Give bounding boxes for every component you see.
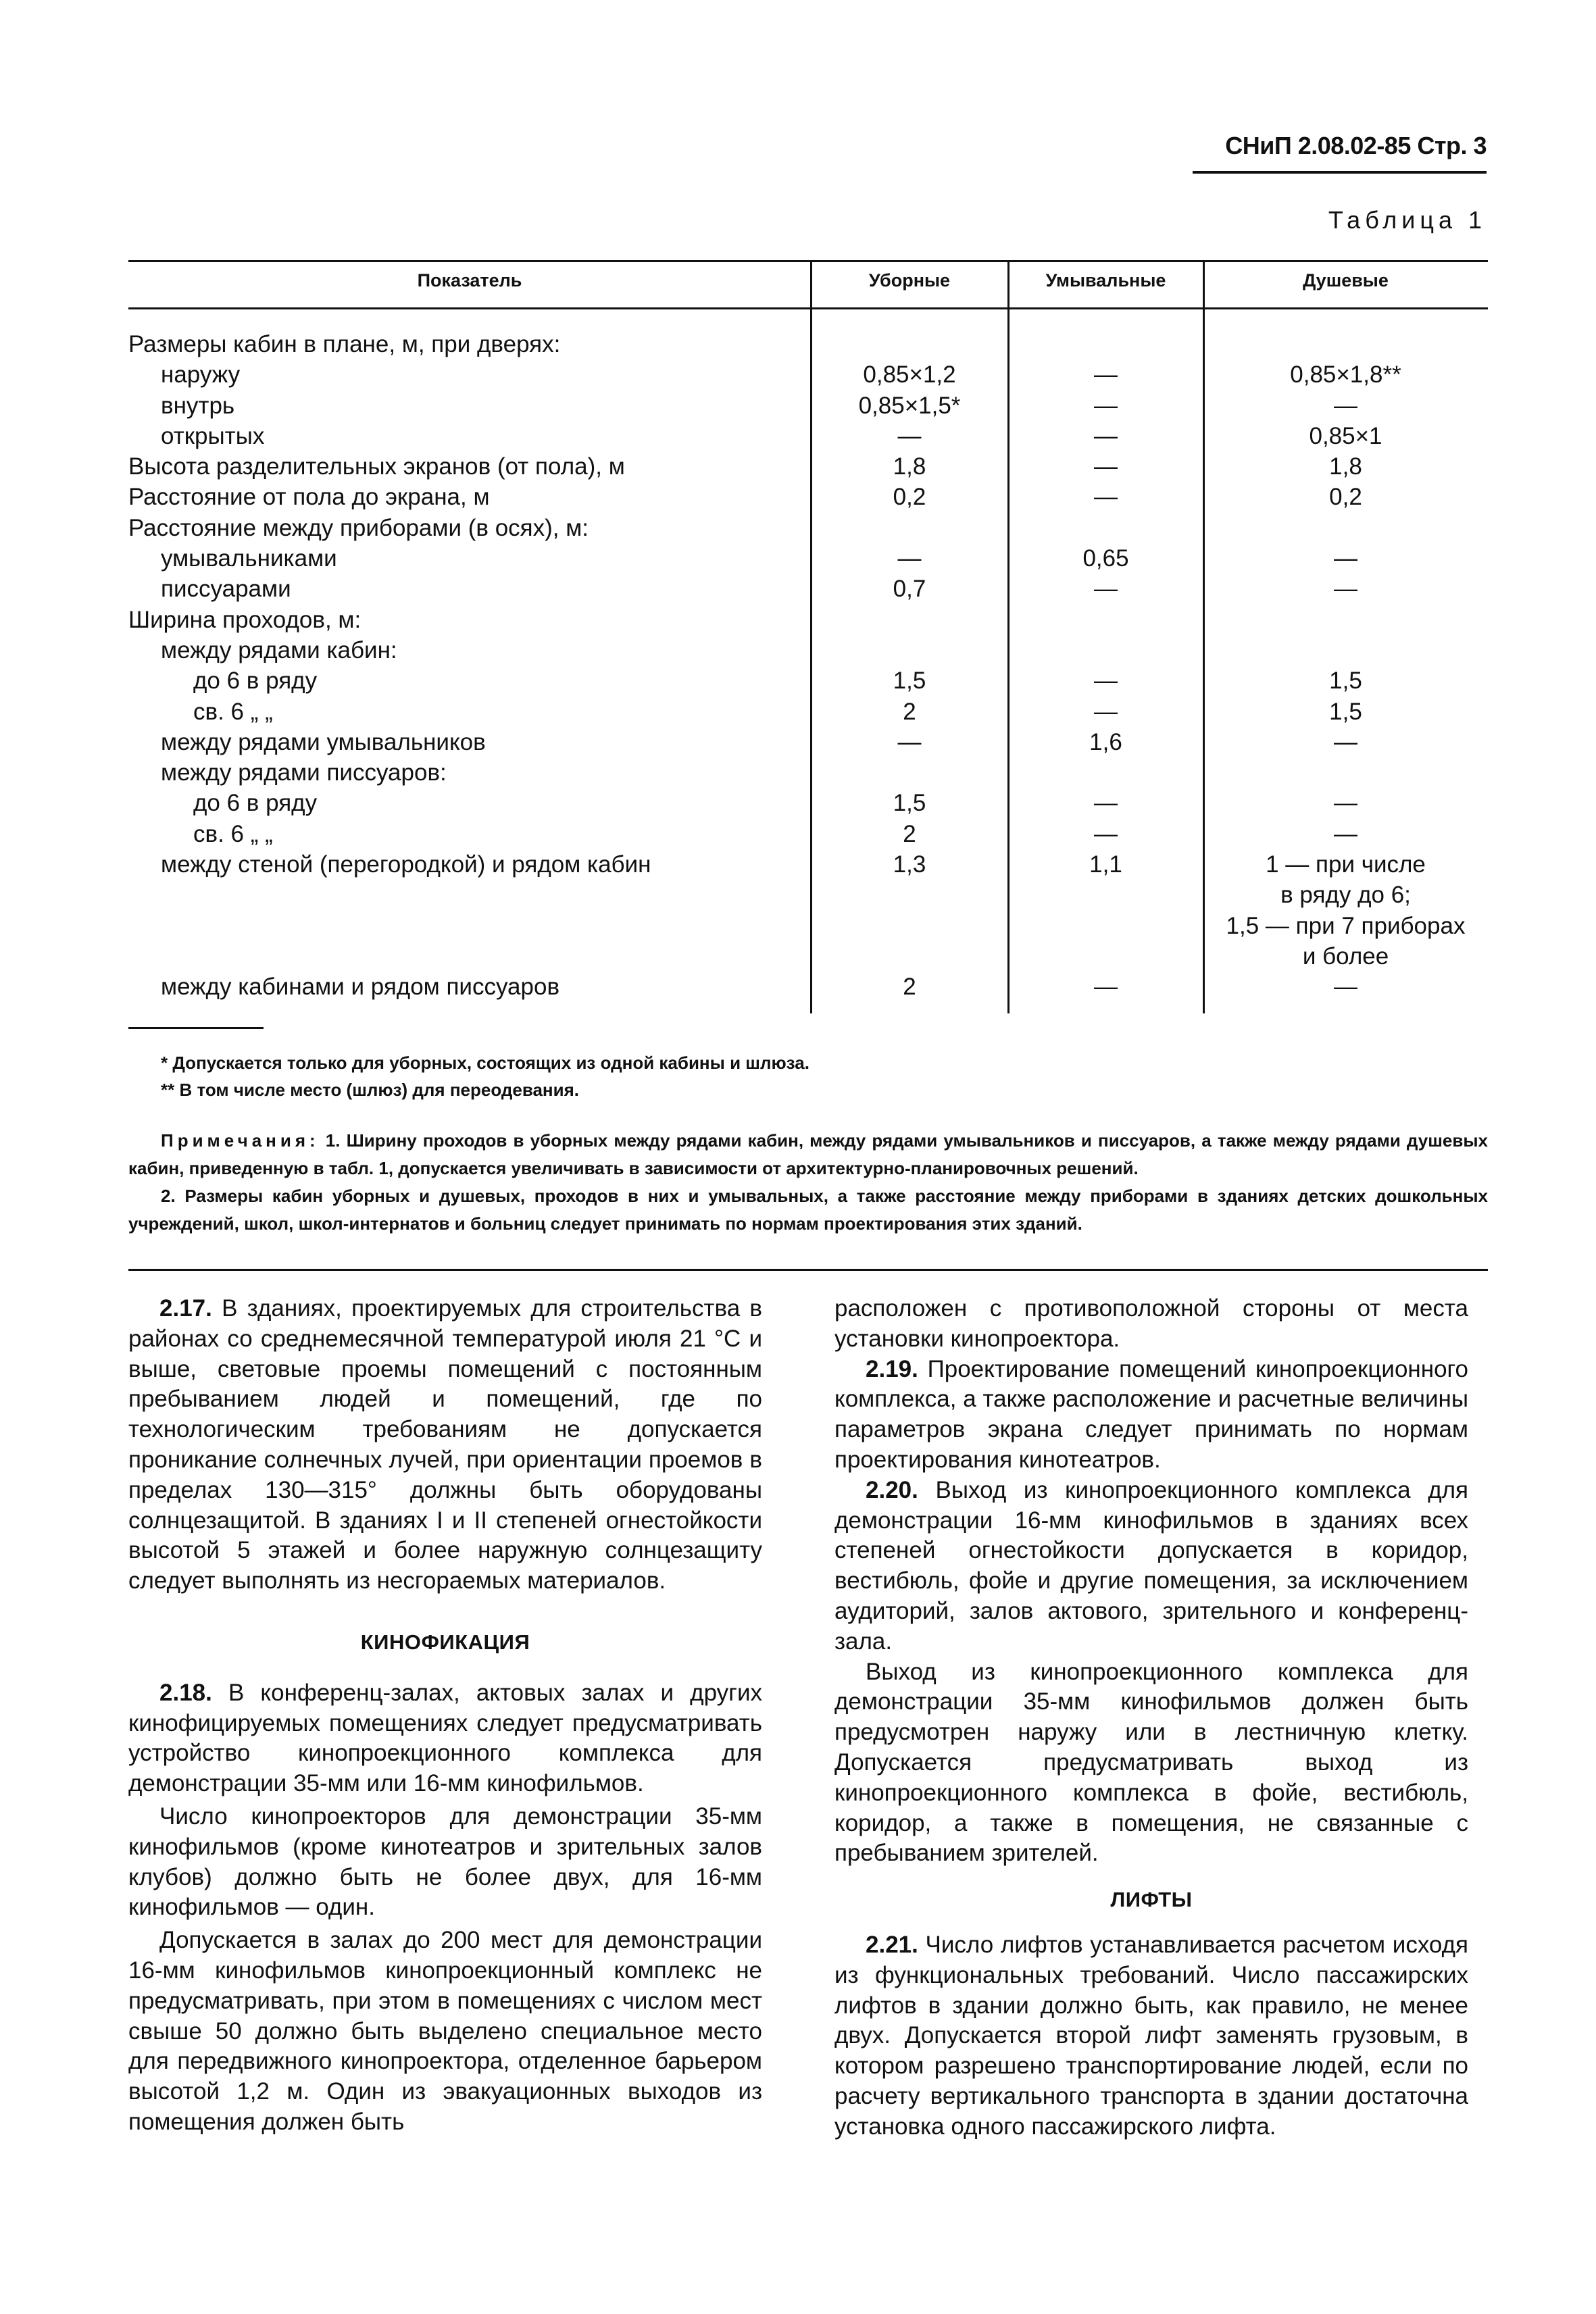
row-label: св. 6 „ „ — [193, 820, 273, 847]
row-label-cell — [128, 972, 811, 1002]
value-cell: 1,1 — [1089, 851, 1122, 878]
table-row — [128, 451, 1488, 482]
paragraph-2-17 — [128, 1294, 762, 1596]
value-cell: — — [1334, 545, 1357, 572]
table-row — [128, 819, 1488, 849]
paragraph-continuation: расположен с противоположной стороны от места установки кинопроектора. — [834, 1295, 1468, 1352]
table-row — [128, 543, 1488, 574]
row-label-cell — [128, 788, 811, 818]
row-label: до 6 в ряду — [193, 790, 318, 817]
table-row — [128, 972, 1488, 1002]
row-label: открытых — [161, 422, 265, 449]
value-cell: 1,5 — [1329, 698, 1362, 725]
row-label: Расстояние между приборами (в осях), м: — [128, 514, 589, 541]
value-cell: — — [1094, 790, 1118, 817]
row-label-cell — [128, 665, 811, 696]
value-cell: — — [1094, 361, 1118, 388]
value-cell — [1008, 605, 1203, 635]
row-label-cell — [128, 605, 811, 635]
row-label-cell — [128, 635, 811, 665]
right-column — [834, 1294, 1468, 2142]
row-label: внутрь — [161, 392, 235, 419]
value-cell — [1203, 635, 1488, 665]
row-label-cell — [128, 451, 811, 482]
paragraph-text: Проектирование помещений кинопроекционного комплекса, а также расположение и расчетные величины параметров экрана следует принимать по нормам проектирования кинотеатров. — [834, 1355, 1468, 1473]
value-cell: — — [1094, 668, 1118, 695]
value-cell: 0,85×1,2 — [863, 361, 956, 388]
row-label-cell — [128, 421, 811, 451]
value-cell: 2 — [903, 698, 916, 725]
clause-number: 2.17. — [159, 1295, 212, 1322]
table-header-showers: Душевые — [1303, 270, 1389, 291]
value-cell: — — [1334, 576, 1357, 603]
paragraph-2-18-b: Число кинопроекторов для демонстрации 35-мм кинофильмов (кроме кинотеатров и зрительных залов клубов) должно быть не более двух, для 16-мм кинофильмов — один. — [128, 1803, 762, 1921]
paragraph-2-19 — [834, 1355, 1468, 1476]
table-header-rule — [128, 307, 1488, 309]
row-label: между рядами писсуаров: — [161, 759, 447, 786]
row-label-cell — [128, 697, 811, 727]
value-cell: 1,3 — [893, 851, 926, 878]
notes-lead: Примечания: — [161, 1130, 320, 1151]
value-cell — [1203, 513, 1488, 543]
value-cell: 0,85×1 — [1309, 422, 1382, 449]
value-cell — [1008, 635, 1203, 665]
note-1 — [128, 1127, 1488, 1182]
value-cell: 1,5 — [893, 790, 926, 817]
value-cell: — — [1094, 392, 1118, 419]
row-label-cell — [128, 819, 811, 849]
value-line: и более — [1302, 942, 1389, 970]
note-1-text: 1. Ширину проходов в уборных между рядами кабин, между рядами умывальников и писсуаров, а также между рядами душевых кабин, приведенную в табл. 1, допускается увеличивать в зависимости от архитектурно-планировочных решений. — [128, 1130, 1488, 1178]
table-row — [128, 697, 1488, 727]
row-label: св. 6 „ „ — [193, 698, 273, 725]
table-caption: Таблица 1 — [1328, 206, 1487, 234]
value-cell: — — [1094, 453, 1118, 480]
value-cell: 0,85×1,8** — [1290, 361, 1401, 388]
table-row — [128, 788, 1488, 818]
value-cell: 2 — [903, 820, 916, 847]
document-reference: СНиП 2.08.02-85 Стр. 3 — [1225, 132, 1487, 159]
row-label-cell — [128, 574, 811, 604]
row-label: Расстояние от пола до экрана, м — [128, 484, 490, 511]
paragraph-2-21 — [834, 1930, 1468, 2142]
note-2: 2. Размеры кабин уборных и душевых, проходов в них и умывальных, а также расстояние между приборами в зданиях детских дошкольных учреждений, школ, школ-интернатов и больниц следует принимать по нормам проектирования этих зданий. — [128, 1186, 1488, 1234]
row-label-cell — [128, 359, 811, 390]
section-heading-lifts: ЛИФТЫ — [1110, 1888, 1193, 1912]
row-label-cell — [128, 329, 811, 359]
value-cell: 2 — [903, 974, 916, 1001]
row-label-cell — [128, 849, 811, 972]
table-row — [128, 513, 1488, 543]
value-cell: — — [1334, 728, 1357, 755]
value-cell: — — [1094, 484, 1118, 511]
paragraph-text: Число лифтов устанавливается расчетом исходя из функциональных требований. Число пассажирских лифтов в здании должно быть, как правило, не менее двух. Допускается второй лифт заменять грузовым, в котором разрешено транспортирование людей, если по расчету вертикального транспорта в здании достаточна установка одного пассажирского лифта. — [834, 1931, 1468, 2140]
clause-number: 2.19. — [866, 1355, 918, 1382]
value-cell: — — [897, 422, 922, 449]
footnote-rule — [128, 1027, 264, 1029]
clause-number: 2.20. — [866, 1476, 918, 1503]
value-line: в ряду до 6; — [1280, 882, 1411, 909]
table-body — [128, 329, 1488, 1003]
value-cell — [1203, 329, 1488, 359]
paragraph-2-20-b: Выход из кинопроекционного комплекса для демонстрации 35-мм кинофильмов должен быть предусмотрен наружу или в лестничную клетку. Допускается предусматривать выход из кинопроекционного комплекса в фойе, вестибюль, коридор, а также в помещения, не связанные с пребыванием зрителей. — [834, 1658, 1468, 1867]
value-cell: — — [1334, 790, 1357, 817]
row-label: между стеной (перегородкой) и рядом кабин — [161, 851, 651, 878]
value-cell: 0,2 — [893, 484, 926, 511]
row-label: Высота разделительных экранов (от пола), м — [128, 453, 625, 480]
row-label: умывальниками — [161, 545, 337, 572]
paragraph-2-20 — [834, 1476, 1468, 1657]
row-label: между кабинами и рядом писсуаров — [161, 974, 560, 1001]
row-label: писсуарами — [161, 576, 291, 603]
paragraph-text: В конференц-залах, актовых залах и других кинофицируемых помещениях следует предусматривать устройство кинопроекционного комплекса для демонстрации 35-мм или 16-мм кинофильмов. — [128, 1679, 762, 1797]
value-cell: 1,5 — [893, 668, 926, 695]
value-cell: — — [1094, 974, 1118, 1001]
value-line: 1,5 — при 7 приборах — [1226, 912, 1466, 939]
value-cell: 0,85×1,5* — [858, 392, 961, 419]
value-cell: — — [1334, 820, 1357, 847]
row-label: до 6 в ряду — [193, 668, 318, 695]
value-cell: 0,2 — [1329, 484, 1362, 511]
table-header-indicator: Показатель — [417, 270, 522, 291]
row-label: Размеры кабин в плане, м, при дверях: — [128, 331, 561, 357]
table-row — [128, 421, 1488, 451]
notes-rule — [128, 1269, 1488, 1271]
table-row — [128, 665, 1488, 696]
value-cell — [811, 635, 1008, 665]
value-cell — [1008, 757, 1203, 788]
table-row — [128, 329, 1488, 359]
row-label-cell — [128, 482, 811, 512]
footnote: * Допускается только для уборных, состоящих из одной кабины и шлюза. — [161, 1053, 809, 1073]
paragraph-text: Выход из кинопроекционного комплекса для демонстрации 16-мм кинофильмов в зданиях всех степеней огнестойкости допускается в коридор, вестибюль, фойе и другие помещения, за исключением аудиторий, залов актового, зрительного и конференц-зала. — [834, 1476, 1468, 1655]
row-label-cell — [128, 757, 811, 788]
table-header-toilets: Уборные — [868, 270, 951, 291]
value-cell: — — [1094, 698, 1118, 725]
row-label: наружу — [161, 361, 241, 388]
value-cell — [1008, 329, 1203, 359]
table-row — [128, 359, 1488, 390]
left-column — [128, 1294, 762, 2138]
value-cell — [811, 329, 1008, 359]
row-label-cell — [128, 513, 811, 543]
table-row — [128, 757, 1488, 788]
row-label: между рядами кабин: — [161, 636, 397, 663]
value-cell — [1203, 605, 1488, 635]
paragraph-text: В зданиях, проектируемых для строительства в районах со среднемесячной температурой июля 21 °С и выше, световые проемы помещений с постоянным пребыванием людей и помещений, где по технологическим требованиям не допускается проникание солнечных лучей, при ориентации проемов в пределах 130—315° должны быть оборудованы солнцезащитой. В зданиях I и II степеней огнестойкости высотой 5 этажей и более наружную солнцезащиту следует выполнять из несгораемых материалов. — [128, 1295, 762, 1594]
value-cell: — — [1094, 422, 1118, 449]
table-row — [128, 849, 1488, 972]
table-row — [128, 605, 1488, 635]
value-cell — [811, 513, 1008, 543]
table-row — [128, 727, 1488, 757]
value-cell — [1203, 849, 1488, 972]
value-cell: — — [897, 545, 922, 572]
value-cell: 1,8 — [1329, 453, 1362, 480]
table-top-rule — [128, 260, 1488, 262]
header-underline — [1193, 171, 1487, 174]
row-label-cell — [128, 543, 811, 574]
table-row — [128, 574, 1488, 604]
paragraph-2-18 — [128, 1678, 762, 1799]
value-cell — [1203, 757, 1488, 788]
value-cell: 1,5 — [1329, 668, 1362, 695]
value-cell: — — [1334, 974, 1357, 1001]
paragraph-2-18-c: Допускается в залах до 200 мест для демонстрации 16-мм кинофильмов кинопроекционный комплекс не предусматривать, при этом в помещениях с числом мест свыше 50 должно быть выделено специальное место для передвижного кинопроектора, отделенное барьером высотой 1,2 м. Один из эвакуационных выходов из помещения должен быть — [128, 1927, 762, 2135]
value-cell: — — [897, 728, 922, 755]
footnote: ** В том числе место (шлюз) для переодевания. — [161, 1080, 580, 1100]
value-line: 1 — при числе — [1266, 851, 1426, 878]
row-label-cell — [128, 391, 811, 421]
value-cell: 1,8 — [893, 453, 926, 480]
table-row — [128, 635, 1488, 665]
value-cell: — — [1334, 392, 1357, 419]
section-heading-kinofikatsiya: КИНОФИКАЦИЯ — [360, 1630, 530, 1654]
table-notes — [128, 1127, 1488, 1238]
value-cell: — — [1094, 576, 1118, 603]
value-cell — [1008, 513, 1203, 543]
value-cell — [811, 605, 1008, 635]
clause-number: 2.18. — [159, 1679, 212, 1706]
table-row — [128, 482, 1488, 512]
value-cell: 0,7 — [893, 576, 926, 603]
value-cell — [811, 757, 1008, 788]
table-row — [128, 391, 1488, 421]
clause-number: 2.21. — [866, 1931, 918, 1958]
row-label: Ширина проходов, м: — [128, 606, 361, 633]
row-label-cell — [128, 727, 811, 757]
value-cell: 1,6 — [1089, 728, 1122, 755]
value-cell: — — [1094, 820, 1118, 847]
table-header-washrooms: Умывальные — [1045, 270, 1166, 291]
value-cell: 0,65 — [1082, 545, 1129, 572]
row-label: между рядами умывальников — [161, 728, 486, 755]
